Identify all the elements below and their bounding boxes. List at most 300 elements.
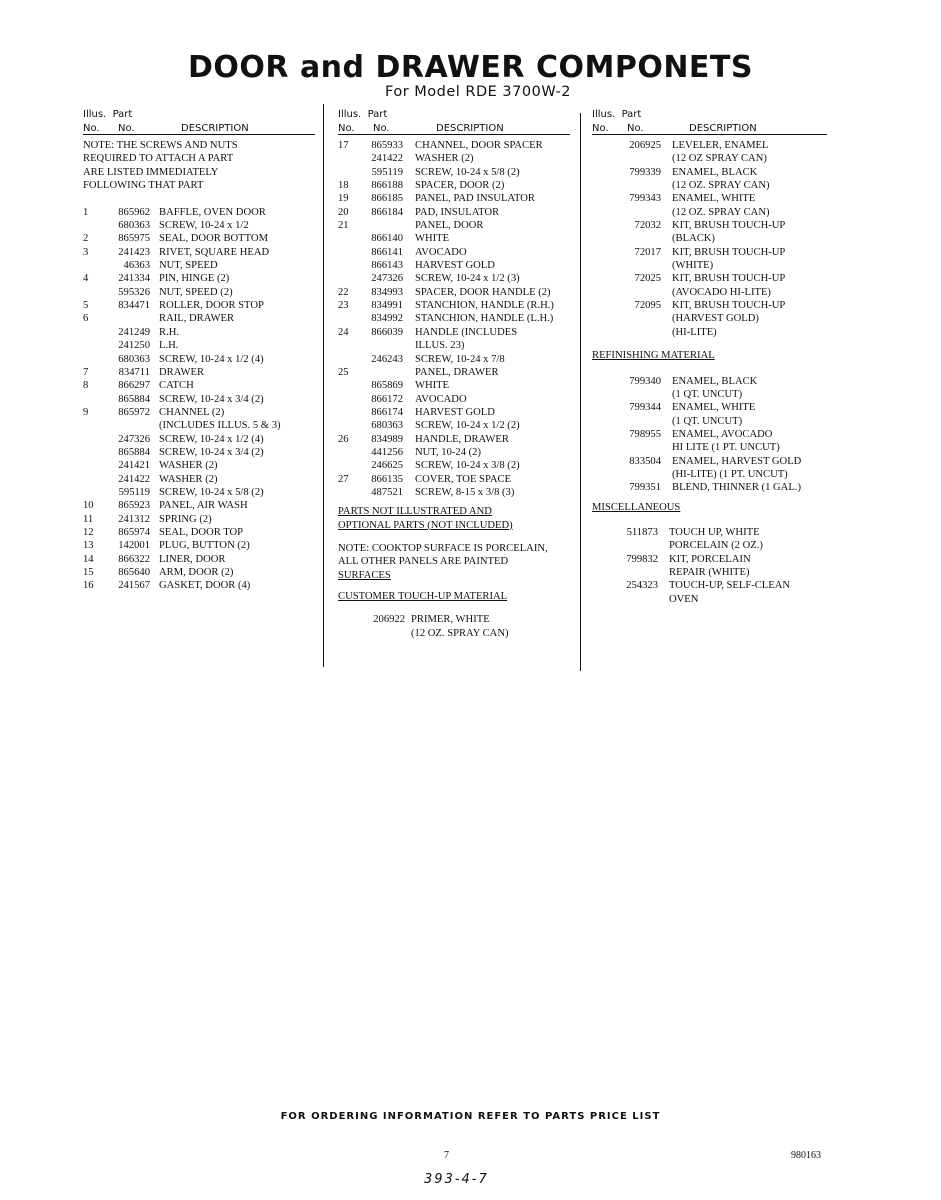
list-item — [83, 553, 315, 566]
part-description: PANEL, DOOR — [415, 220, 484, 232]
part-description: SCREW, 10-24 x 5/8 (2) — [159, 486, 264, 498]
list-item — [83, 379, 315, 392]
part-description: TOUCH-UP, SELF-CLEAN — [669, 580, 791, 592]
part-number: 866172 — [371, 393, 403, 405]
ordering-footer: FOR ORDERING INFORMATION REFER TO PARTS PRICE LIST — [280, 1111, 661, 1122]
part-number: 866140 — [371, 233, 403, 245]
part-description: SPACER, DOOR HANDLE (2) — [415, 286, 551, 298]
illus-number: 4 — [83, 273, 89, 285]
list-item — [592, 312, 827, 325]
list-item — [592, 219, 827, 232]
parts-list — [338, 139, 570, 499]
illus-number: 8 — [83, 380, 89, 392]
column-divider-2 — [580, 113, 581, 671]
list-item — [83, 286, 315, 299]
part-number: 833504 — [629, 455, 661, 467]
part-description: ENAMEL, HARVEST GOLD — [672, 455, 802, 467]
list-item — [592, 593, 827, 606]
column-divider-1 — [323, 104, 324, 667]
part-description: SCREW, 10-24 x 3/4 (2) — [159, 393, 264, 405]
list-item — [338, 326, 570, 339]
part-description: SPACER, DOOR (2) — [415, 180, 505, 192]
part-number: 247326 — [371, 273, 403, 285]
part-number: 511873 — [626, 526, 658, 538]
not-illustrated-note — [338, 505, 570, 532]
part-number: 72095 — [634, 300, 661, 312]
list-item — [83, 513, 315, 526]
part-description: R.H. — [159, 326, 180, 338]
part-number: 799339 — [629, 166, 661, 178]
part-number: 866039 — [371, 326, 403, 338]
part-number: 866141 — [371, 246, 403, 258]
part-description: SCREW, 10-24 x 1/2 (2) — [415, 420, 520, 432]
illus-number: 21 — [338, 220, 349, 232]
part-number: 680363 — [371, 420, 403, 432]
part-description: GASKET, DOOR (4) — [159, 580, 251, 592]
list-item — [83, 339, 315, 352]
part-number: 865884 — [118, 446, 150, 458]
part-number: 246625 — [371, 460, 403, 472]
part-description: COVER, TOE SPACE — [415, 473, 512, 485]
part-description: PORCELAIN (2 OZ.) — [669, 540, 763, 552]
note-line: ALL OTHER PANELS ARE PAINTED — [338, 556, 509, 568]
part-description: (1 QT. UNCUT) — [672, 415, 743, 427]
part-description: CHANNEL, DOOR SPACER — [415, 140, 543, 151]
list-item — [592, 428, 827, 441]
list-item — [592, 232, 827, 245]
part-description: BLEND, THINNER (1 GAL.) — [672, 482, 801, 494]
list-item — [338, 166, 570, 179]
illus-number: 20 — [338, 206, 349, 218]
part-number: 865972 — [118, 406, 150, 418]
illus-number: 16 — [83, 580, 94, 592]
attach-note — [83, 139, 315, 192]
illus-number: 9 — [83, 406, 89, 418]
parts-column-2 — [338, 104, 570, 640]
list-item — [83, 433, 315, 446]
part-description: CATCH — [159, 380, 194, 392]
part-number: 72025 — [634, 273, 661, 285]
note-line: ARE LISTED IMMEDIATELY — [83, 166, 219, 178]
description-header: DESCRIPTION — [436, 123, 504, 134]
illus-number: 11 — [83, 513, 94, 525]
list-item — [592, 441, 827, 454]
note-line: FOLLOWING THAT PART — [83, 180, 204, 192]
illus-number: 27 — [338, 473, 349, 485]
handwritten-code: 393-4-7 — [424, 1172, 489, 1187]
column-header — [338, 104, 570, 134]
part-description: RAIL, DRAWER — [159, 313, 235, 325]
model-subtitle: For Model RDE 3700W-2 — [385, 84, 572, 100]
list-item — [592, 415, 827, 428]
part-description: KIT, BRUSH TOUCH-UP — [672, 300, 786, 312]
part-description: SCREW, 10-24 x 1/2 (3) — [415, 273, 520, 285]
part-description: DRAWER — [159, 366, 205, 378]
part-number: 595119 — [371, 166, 403, 178]
part-description: HI LITE (1 PT. UNCUT) — [672, 442, 780, 454]
misc-heading: MISCELLANEOUS — [592, 501, 681, 513]
part-description: ARM, DOOR (2) — [159, 567, 234, 578]
part-number: 246243 — [371, 353, 403, 365]
illus-part-header: Illus. Part — [83, 109, 133, 120]
list-item — [83, 393, 315, 406]
part-number: 241334 — [118, 273, 150, 285]
list-item — [338, 192, 570, 205]
part-description: (AVOCADO HI-LITE) — [672, 286, 771, 298]
part-description: SCREW, 10-24 x 3/4 (2) — [159, 446, 264, 458]
part-number: 595326 — [118, 286, 150, 298]
list-item — [592, 152, 827, 165]
list-item — [83, 366, 315, 379]
part-description: ENAMEL, AVOCADO — [672, 428, 773, 440]
part-description: WHITE — [415, 380, 450, 392]
part-number: 866135 — [371, 473, 403, 485]
list-item — [592, 139, 827, 152]
part-number: 247326 — [118, 433, 150, 445]
part-number: 72017 — [634, 246, 661, 258]
part-number: 866188 — [371, 180, 403, 192]
illus-number: 7 — [83, 366, 89, 378]
part-description: SCREW, 10-24 x 1/2 (4) — [159, 353, 264, 365]
part-no-header: No. — [627, 123, 644, 134]
part-description: ENAMEL, BLACK — [672, 166, 758, 178]
part-number: 799351 — [629, 482, 661, 494]
list-item — [592, 468, 827, 481]
part-number: 834993 — [371, 286, 403, 298]
illus-number: 10 — [83, 500, 94, 512]
illus-number: 13 — [83, 540, 94, 552]
part-number: 241422 — [118, 473, 150, 485]
page-number: 7 — [444, 1150, 449, 1161]
part-number: 254323 — [626, 580, 658, 592]
part-number: 834989 — [371, 433, 403, 445]
list-item — [592, 375, 827, 388]
illus-number: 12 — [83, 526, 94, 538]
list-item — [83, 459, 315, 472]
list-item — [338, 393, 570, 406]
list-item — [592, 455, 827, 468]
list-item — [83, 539, 315, 552]
part-description: KIT, PORCELAIN — [669, 553, 751, 565]
part-number: 834711 — [118, 366, 150, 378]
part-description: PIN, HINGE (2) — [159, 273, 230, 285]
list-item — [338, 152, 570, 165]
part-number: 799343 — [629, 193, 661, 205]
part-description: LINER, DOOR — [159, 553, 226, 565]
part-number: 680363 — [118, 353, 150, 365]
part-number: 595119 — [118, 486, 150, 498]
illus-number: 23 — [338, 300, 349, 312]
refinishing-list — [592, 375, 827, 495]
parts-column-3 — [592, 104, 827, 606]
part-number: 865884 — [118, 393, 150, 405]
part-description: WASHER (2) — [415, 153, 474, 165]
part-no-header: No. — [118, 123, 135, 134]
part-number: 834471 — [118, 300, 150, 312]
list-item — [592, 206, 827, 219]
list-item — [83, 406, 315, 419]
part-description: SCREW, 8-15 x 3/8 (3) — [415, 486, 515, 498]
list-item — [83, 486, 315, 499]
part-number: 799340 — [629, 375, 661, 387]
part-number: 866143 — [371, 260, 403, 272]
list-item — [592, 481, 827, 494]
part-description: HANDLE, DRAWER — [415, 433, 509, 445]
part-description: SCREW, 10-24 x 1/2 (4) — [159, 433, 264, 445]
note-line: NOTE: COOKTOP SURFACE IS PORCELAIN, — [338, 542, 548, 554]
list-item — [338, 299, 570, 312]
list-item — [338, 232, 570, 245]
part-number: 241421 — [118, 460, 150, 472]
list-item — [592, 553, 827, 566]
list-item — [83, 473, 315, 486]
illus-number: 2 — [83, 233, 89, 245]
list-item — [338, 433, 570, 446]
illus-number: 22 — [338, 286, 349, 298]
illus-number: 14 — [83, 553, 94, 565]
page-title: DOOR and DRAWER COMPONETS — [187, 50, 753, 85]
part-description: SEAL, DOOR BOTTOM — [159, 233, 268, 245]
part-description: STANCHION, HANDLE (L.H.) — [415, 313, 554, 325]
illus-number: 15 — [83, 567, 94, 578]
list-item — [83, 232, 315, 245]
part-description: WASHER (2) — [159, 473, 218, 485]
list-item — [338, 246, 570, 259]
list-item — [592, 526, 827, 539]
list-item — [83, 579, 315, 592]
parts-list — [83, 206, 315, 593]
list-item — [338, 486, 570, 499]
part-description: (BLACK) — [672, 233, 715, 245]
list-item — [83, 246, 315, 259]
illus-number: 26 — [338, 433, 349, 445]
list-item — [338, 353, 570, 366]
refinishing-heading: REFINISHING MATERIAL — [592, 350, 715, 362]
list-item — [83, 446, 315, 459]
part-number: 865975 — [118, 233, 150, 245]
illus-number: 24 — [338, 326, 349, 338]
illus-number: 17 — [338, 140, 349, 151]
part-description: HARVEST GOLD — [415, 406, 495, 418]
part-description: HANDLE (INCLUDES — [415, 326, 518, 338]
part-description: SCREW, 10-24 x 5/8 (2) — [415, 166, 520, 178]
list-item — [338, 379, 570, 392]
list-item — [338, 627, 570, 640]
part-description: (HI-LITE) (1 PT. UNCUT) — [672, 468, 788, 480]
part-no-header: No. — [373, 123, 390, 134]
part-number: 834991 — [371, 300, 403, 312]
part-description: KIT, BRUSH TOUCH-UP — [672, 273, 786, 285]
list-item — [338, 219, 570, 232]
part-description: SCREW, 10-24 x 1/2 — [159, 220, 249, 232]
part-number: 206922 — [373, 614, 405, 626]
part-description: NUT, SPEED (2) — [159, 286, 233, 298]
part-number: 866174 — [371, 406, 403, 418]
part-number: 241567 — [118, 580, 150, 592]
part-description: OVEN — [669, 593, 699, 605]
part-number: 487521 — [371, 486, 403, 498]
list-item — [338, 179, 570, 192]
column-header — [83, 104, 315, 134]
misc-list — [592, 526, 827, 606]
list-item — [83, 353, 315, 366]
list-item — [338, 312, 570, 325]
part-description: KIT, BRUSH TOUCH-UP — [672, 246, 786, 258]
part-description: L.H. — [159, 340, 179, 352]
list-item — [592, 579, 827, 592]
part-description: PANEL, PAD INSULATOR — [415, 193, 535, 205]
part-description: PLUG, BUTTON (2) — [159, 540, 250, 552]
part-number: 206925 — [629, 140, 661, 151]
part-number: 866184 — [371, 206, 403, 218]
part-number: 865640 — [118, 567, 150, 578]
part-number: 865923 — [118, 500, 150, 512]
illus-no-header: No. — [592, 123, 609, 134]
part-description: KIT, BRUSH TOUCH-UP — [672, 220, 786, 232]
list-item — [338, 259, 570, 272]
part-number: 680363 — [118, 220, 150, 232]
list-item — [338, 613, 570, 626]
part-description: WASHER (2) — [159, 460, 218, 472]
list-item — [83, 299, 315, 312]
list-item — [83, 312, 315, 325]
illus-part-header: Illus. Part — [338, 109, 388, 120]
part-description: (12 OZ. SPRAY CAN) — [672, 180, 770, 192]
part-description: (12 OZ. SPRAY CAN) — [672, 206, 770, 218]
part-description: (WHITE) — [672, 260, 714, 272]
part-number: 865962 — [118, 206, 150, 218]
part-description: RIVET, SQUARE HEAD — [159, 246, 270, 258]
list-item — [338, 339, 570, 352]
part-description: AVOCADO — [415, 393, 467, 405]
part-description: STANCHION, HANDLE (R.H.) — [415, 300, 554, 312]
list-item — [338, 459, 570, 472]
list-item — [83, 206, 315, 219]
part-description: SPRING (2) — [159, 513, 212, 525]
list-item — [83, 566, 315, 579]
list-item — [592, 286, 827, 299]
list-item — [338, 206, 570, 219]
list-item — [592, 401, 827, 414]
illus-number: 6 — [83, 313, 89, 325]
note-line: OPTIONAL PARTS (NOT INCLUDED) — [338, 519, 513, 531]
list-item — [592, 272, 827, 285]
list-item — [83, 326, 315, 339]
list-item — [83, 499, 315, 512]
part-description: ROLLER, DOOR STOP — [159, 300, 264, 312]
illus-number: 3 — [83, 246, 89, 258]
list-item — [338, 366, 570, 379]
illus-no-header: No. — [338, 123, 355, 134]
part-number: 834992 — [371, 313, 403, 325]
document-number: 980163 — [791, 1150, 821, 1161]
list-item — [338, 139, 570, 152]
part-description: LEVELER, ENAMEL — [672, 140, 769, 151]
description-header: DESCRIPTION — [181, 123, 249, 134]
illus-part-header: Illus. Part — [592, 109, 642, 120]
part-description: AVOCADO — [415, 246, 467, 258]
illus-no-header: No. — [83, 123, 100, 134]
list-item — [592, 246, 827, 259]
part-number: 799344 — [629, 402, 661, 414]
list-item — [592, 326, 827, 339]
illus-number: 18 — [338, 180, 349, 192]
list-item — [83, 419, 315, 432]
touchup-list — [338, 613, 570, 640]
part-number: 46363 — [123, 260, 150, 272]
part-description: SCREW, 10-24 x 3/8 (2) — [415, 460, 520, 472]
part-description: (12 OZ. SPRAY CAN) — [411, 627, 509, 639]
part-description: ENAMEL, WHITE — [672, 193, 756, 205]
part-description: PANEL, DRAWER — [415, 366, 499, 378]
parts-column-1 — [83, 104, 315, 593]
part-number: 865974 — [118, 526, 150, 538]
list-item — [592, 166, 827, 179]
note-line: SURFACES — [338, 569, 391, 581]
list-item — [338, 473, 570, 486]
part-description: CHANNEL (2) — [159, 406, 225, 418]
note-line: NOTE: THE SCREWS AND NUTS — [83, 140, 238, 151]
part-number: 441256 — [371, 446, 403, 458]
part-number: 866185 — [371, 193, 403, 205]
part-description: PAD, INSULATOR — [415, 206, 500, 218]
part-description: ILLUS. 23) — [415, 340, 465, 352]
part-description: ENAMEL, BLACK — [672, 375, 758, 387]
part-description: (12 OZ SPRAY CAN) — [672, 153, 767, 165]
list-item — [338, 406, 570, 419]
list-item — [83, 272, 315, 285]
part-number: 866322 — [118, 553, 150, 565]
list-item — [592, 192, 827, 205]
list-item — [592, 179, 827, 192]
part-number: 142001 — [118, 540, 150, 552]
touchup-heading: CUSTOMER TOUCH-UP MATERIAL — [338, 591, 508, 602]
list-item — [83, 526, 315, 539]
illus-number: 25 — [338, 366, 349, 378]
part-number: 241249 — [118, 326, 150, 338]
description-header: DESCRIPTION — [689, 123, 757, 134]
part-description: PANEL, AIR WASH — [159, 500, 248, 512]
illus-number: 5 — [83, 300, 89, 312]
column-header — [592, 104, 827, 134]
part-number: 241250 — [118, 340, 150, 352]
illus-number: 19 — [338, 193, 349, 205]
list-item — [592, 388, 827, 401]
list-item — [592, 299, 827, 312]
part-number: 241422 — [371, 153, 403, 165]
part-description: (INCLUDES ILLUS. 5 & 3) — [159, 420, 281, 432]
part-description: (1 QT. UNCUT) — [672, 388, 743, 400]
list-item — [338, 286, 570, 299]
part-description: WHITE — [415, 233, 450, 245]
part-number: 72032 — [634, 220, 661, 232]
part-description: ENAMEL, WHITE — [672, 402, 756, 414]
part-number: 866297 — [118, 380, 150, 392]
note-line: REQUIRED TO ATTACH A PART — [83, 153, 234, 165]
illus-number: 1 — [83, 206, 89, 218]
list-item — [338, 419, 570, 432]
list-item — [592, 566, 827, 579]
part-number: 865933 — [371, 140, 403, 151]
part-number: 798955 — [629, 428, 661, 440]
list-item — [338, 272, 570, 285]
note-line: PARTS NOT ILLUSTRATED AND — [338, 506, 492, 518]
list-item — [592, 259, 827, 272]
cooktop-note — [338, 542, 570, 582]
part-number: 865869 — [371, 380, 403, 392]
part-description: BAFFLE, OVEN DOOR — [159, 206, 266, 218]
part-description: (HARVEST GOLD) — [672, 313, 759, 325]
